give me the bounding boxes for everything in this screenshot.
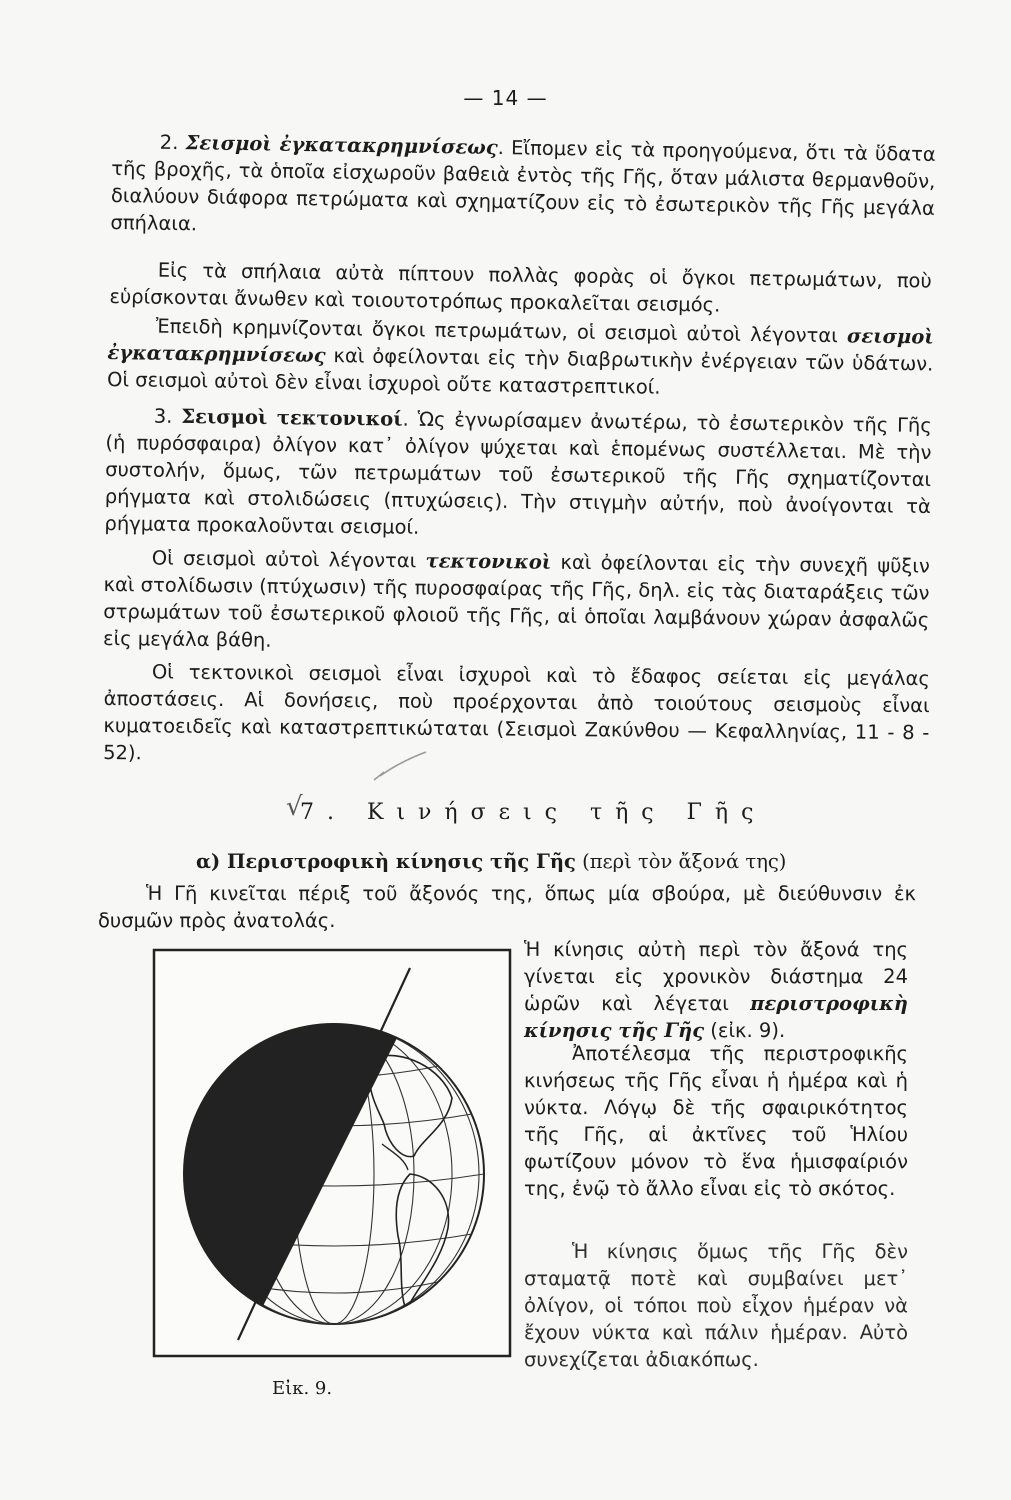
paragraph-caves: Εἰς τὰ σπήλαια αὐτὰ πίπτουν πολλὰς φορὰς οἱ ὄγκοι πετρωμάτων, ποὺ εὑρίσκονται ἄνωθεν καὶ τοιουτοτρόπως προκαλεῖται σεισμός. [109,258,932,317]
tectonic-after: καὶ ὀφείλονται εἰς τὴν συνεχῆ ψῦξιν καὶ στολίδωσιν (πτύχωσιν) τῆς πυροσφαίρας τῆς Γῆς, δηλ. εἰς τὰς διαταράξεις τῶν στρωμάτων τοῦ ἐσωτερικοῦ φλοιοῦ τῆς Γῆς, αἱ ὁποῖαι λαμβάνουν χώραν ἀσφαλῶς εἰς μεγάλα βάθη. [102,550,930,652]
section-title: 7. Κινήσεις τῆς Γῆς [300,800,767,825]
motion-before: Ἡ κίνησις αὐτὴ περὶ τὸν ἄξονά της γίνεται εἰς χρονικὸν διάστημα 24 ὡρῶν καὶ λέγεται [524,938,908,1015]
indent [106,404,154,428]
paragraph-never: Ἡ κίνησις ὅμως τῆς Γῆς δὲν σταματᾷ ποτὲ καὶ συμβαίνει μετ᾽ ὀλίγον, οἱ τόποι ποὺ εἶχον ἡμέραν νὰ ἔχουν νύκτα καὶ πάλιν ἡμέραν. Αὐτὸ συνεχίζεται ἀδιακόπως. [524,1240,908,1371]
paragraph-since [107,312,934,405]
paragraph-sec3 [104,402,932,547]
since-before: Ἐπειδὴ κρημνίζονται ὄγκοι πετρωμάτων, οἱ σεισμοὶ αὐτοὶ λέγονται [155,314,848,348]
subsection-title-main: α) Περιστροφικὴ κίνησις τῆς Γῆς [196,850,576,873]
indent [112,130,160,154]
figure-caption: Εἰκ. 9. [272,1378,333,1399]
tectonic-before: Οἱ σεισμοὶ αὐτοὶ λέγονται [151,546,426,573]
sec3-text: . Ὡς ἐγνωρίσαμεν ἀνωτέρω, τὸ ἐσωτερικὸν τῆς Γῆς (ἡ πυρόσφαιρα) ὀλίγον κατ᾽ ὀλίγον ψύχεται καὶ ἑπομένως συστέλλεται. Μὲ τὴν συστολήν, ὅμως, τῶν πετρωμάτων τοῦ ἐσωτερικοῦ τῆς Γῆς σχηματίζονται ρήγματα καὶ στολιδώσεις (πτυχώσεις). Τὴν στιγμὴν αὐτήν, ποὺ ἀνοίγονται τὰ ρήγματα προκαλοῦνται σεισμοί. [104,407,932,539]
since-after: καὶ ὀφείλονται εἰς τὴν διαβρωτικὴν ἐνέργειαν τῶν ὑδάτων. Οἱ σεισμοὶ αὐτοὶ δὲν εἶναι ἰσχυροὶ οὔτε καταστρεπτικοί. [106,344,934,399]
paragraph-result: Ἀποτέλεσμα τῆς περιστροφικῆς κινήσεως τῆς Γῆς εἶναι ἡ ἡμέρα καὶ ἡ νύκτα. Λόγῳ δὲ τῆς σφαιρικότητος τῆς Γῆς, αἱ ἀκτῖνες τοῦ Ἡλίου φωτίζουν μόνον τὸ ἕνα ἡμισφαίριόν της, ἐνῷ τὸ ἄλλο εἶναι εἰς τὸ σκότος. [524,1042,908,1200]
sec2-text: . Εἴπομεν εἰς τὰ προηγούμενα, ὅτι τὰ ὕδατα τῆς βροχῆς, τὰ ὁποῖα εἰσχωροῦν βαθειὰ ἐντὸς τῆς Γῆς, ὅταν μάλιστα θερμανθοῦν, διαλύουν διάφορα πετρώματα καὶ σχηματίζουν εἰς τὸ ἐσωτερικὸν τῆς Γῆς μεγάλα σπήλαια. [110,136,936,236]
subsection-title-paren: (περὶ τὸν ἄξονά της) [575,850,787,873]
sec3-lead: 3. [153,404,182,428]
sec3-title: Σεισμοὶ τεκτονικοί [181,404,403,431]
tectonic-term: τεκτονικοὶ [425,549,552,574]
paragraph-motion [524,936,908,1044]
figure-globe [152,948,514,1360]
subsection-title [196,850,786,873]
pencil-tick: √ [286,792,303,822]
sec2-title: Σεισμοὶ ἐγκατακρημνίσεως [185,131,498,160]
since-term: σεισμοὶ ἐγκατακρημνίσεως [107,324,934,368]
paragraph-strong: Οἱ τεκτονικοὶ σεισμοὶ εἶναι ἰσχυροὶ καὶ τὸ ἔδαφος σείεται εἰς μεγάλας ἀποστάσεις. Αἱ δονήσεις, ποὺ προέρχονται ἀπὸ τοιούτους σεισμοὺς εἶναι κυματοειδεῖς καὶ καταστρεπτικώταται (Σεισμοὶ Ζακύνθου — Κεφαλληνίας, 11 - 8 - 52). [103,660,930,765]
paragraph-rotates: Ἡ Γῆ κινεῖται πέριξ τοῦ ἄξονός της, ὅπως μία σβούρα, μὲ διεύθυνσιν ἐκ δυσμῶν πρὸς ἀνατολάς. [98,882,916,932]
paragraph-sec2 [110,128,936,249]
paragraph-tectonic [103,544,930,661]
sec2-lead: 2. [159,130,186,155]
page-number: — 14 — [463,86,548,110]
pencil-mark [370,746,430,786]
globe-illustration [152,948,514,1360]
motion-term: περιστροφικὴ κίνησις τῆς Γῆς [524,992,908,1042]
motion-after: (εἰκ. 9). [704,1019,786,1042]
